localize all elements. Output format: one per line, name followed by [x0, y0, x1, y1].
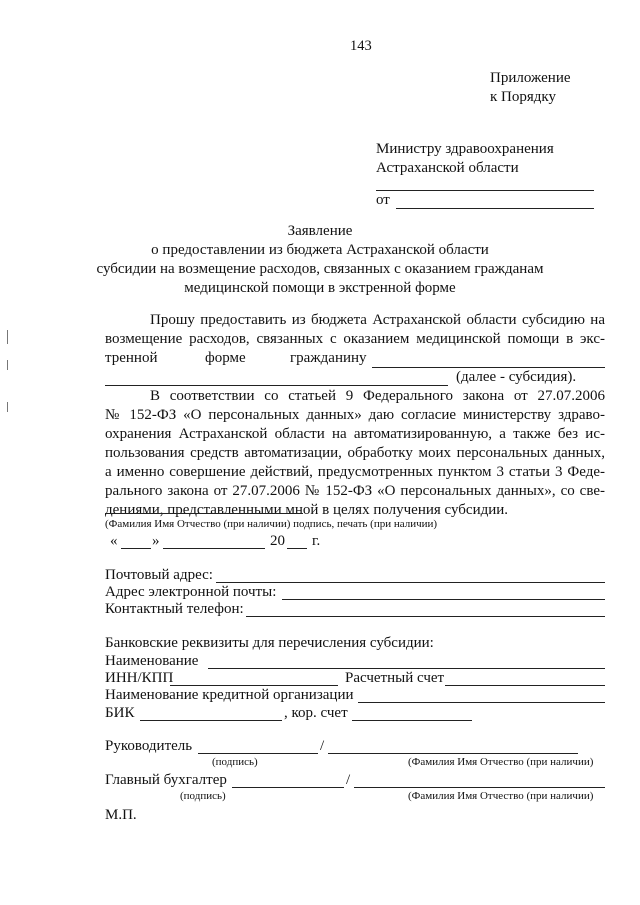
head-name-line [328, 753, 578, 754]
head-name-caption: (Фамилия Имя Отчество (при наличии) [408, 756, 594, 768]
addressee-line-1: Министру здравоохранения [376, 141, 554, 157]
body-p1-line-2: возмещение расходов, связанных с оказанием медицинской помощи в экс- [105, 331, 605, 347]
body-p2-line-4: пользования средств автоматизации, обработку моих персональных данных, [105, 445, 605, 461]
from-blank-line [396, 208, 594, 209]
scan-margin-mark [7, 330, 8, 344]
bank-name-line [208, 668, 605, 669]
title-line-2: о предоставлении из бюджета Астраханской области [151, 242, 489, 258]
bank-name-label: Наименование [105, 653, 199, 669]
title-line-1: Заявление [287, 223, 353, 239]
bik-line [140, 720, 282, 721]
date-day-blank [121, 548, 151, 549]
date-year-prefix: 20 [270, 533, 285, 549]
head-sign-caption: (подпись) [212, 756, 258, 768]
title-line-4: медицинской помощи в экстренной форме [184, 280, 456, 296]
head-sign-line [198, 753, 318, 754]
page-number: 143 [350, 38, 372, 54]
account-label: Расчетный счет [345, 670, 445, 686]
accountant-label: Главный бухгалтер [105, 772, 227, 788]
body-p2-line-6: рального закона от 27.07.2006 № 152-ФЗ «О персональных данных», со све- [105, 483, 605, 499]
head-slash: / [320, 738, 325, 754]
accountant-sign-caption: (подпись) [180, 790, 226, 802]
bank-org-label: Наименование кредитной организации [105, 687, 354, 703]
bank-org-line [358, 702, 605, 703]
phone-line [246, 616, 605, 617]
accountant-name-line [354, 787, 605, 788]
addressee-line-2: Астраханской области [376, 160, 519, 176]
head-label: Руководитель [105, 738, 193, 754]
body-p2-line-7: дениями, представленными мной в целях получения субсидии. [105, 502, 509, 518]
body-p1-line-1: Прошу предоставить из бюджета Астраханской области субсидию на [150, 312, 605, 328]
postal-address-label: Почтовый адрес: [105, 567, 213, 583]
citizen-blank-line-2 [105, 385, 448, 386]
account-line [445, 685, 605, 686]
body-p1-word-3: гражданину [290, 350, 367, 366]
body-p2-line-2: № 152-ФЗ «О персональных данных» даю согласие министерству здраво- [105, 407, 605, 423]
corr-account-label: , кор. счет [284, 705, 348, 721]
appendix-line-2: к Порядку [490, 89, 556, 105]
title-line-3: субсидии на возмещение расходов, связанных с оказанием гражданам [96, 261, 544, 277]
date-close-quote: » [152, 533, 160, 549]
body-p1-word-2: форме [205, 350, 246, 366]
body-p1-line-4: (далее - субсидия). [456, 369, 577, 385]
email-line [282, 599, 605, 600]
signature-caption: (Фамилия Имя Отчество (при наличии) подпись, печать (при наличии) [105, 518, 438, 530]
inn-kpp-line [170, 685, 338, 686]
scan-margin-mark [7, 360, 8, 370]
inn-kpp-label: ИНН/КПП [105, 670, 174, 686]
body-p2-line-5: а именно совершение действий, предусмотренных пунктом 3 статьи 3 Феде- [105, 464, 605, 480]
email-label: Адрес электронной почты: [105, 584, 277, 600]
accountant-name-caption: (Фамилия Имя Отчество (при наличии) [408, 790, 594, 802]
addressee-blank-line [376, 190, 594, 191]
phone-label: Контактный телефон: [105, 601, 244, 617]
accountant-slash: / [346, 772, 351, 788]
citizen-blank-line [372, 367, 605, 368]
body-p2-line-1: В соответствии со статьей 9 Федерального закона от 27.07.2006 [150, 388, 605, 404]
bank-heading: Банковские реквизиты для перечисления субсидии: [105, 635, 434, 651]
postal-address-line [216, 582, 605, 583]
accountant-sign-line [232, 787, 344, 788]
date-year-suffix: г. [312, 533, 321, 549]
signature-blank-line [105, 513, 303, 514]
appendix-line-1: Приложение [490, 70, 571, 86]
date-open-quote: « [110, 533, 118, 549]
seal-label: М.П. [105, 807, 137, 823]
date-year-blank [287, 548, 307, 549]
body-p1-word-1: тренной [105, 350, 158, 366]
body-p2-line-3: охранения Астраханской области на автоматизированную, а также без ис- [105, 426, 605, 442]
scan-margin-mark [7, 402, 8, 412]
date-month-blank [163, 548, 265, 549]
bik-label: БИК [105, 705, 135, 721]
corr-account-line [352, 720, 472, 721]
from-label: от [376, 192, 390, 208]
